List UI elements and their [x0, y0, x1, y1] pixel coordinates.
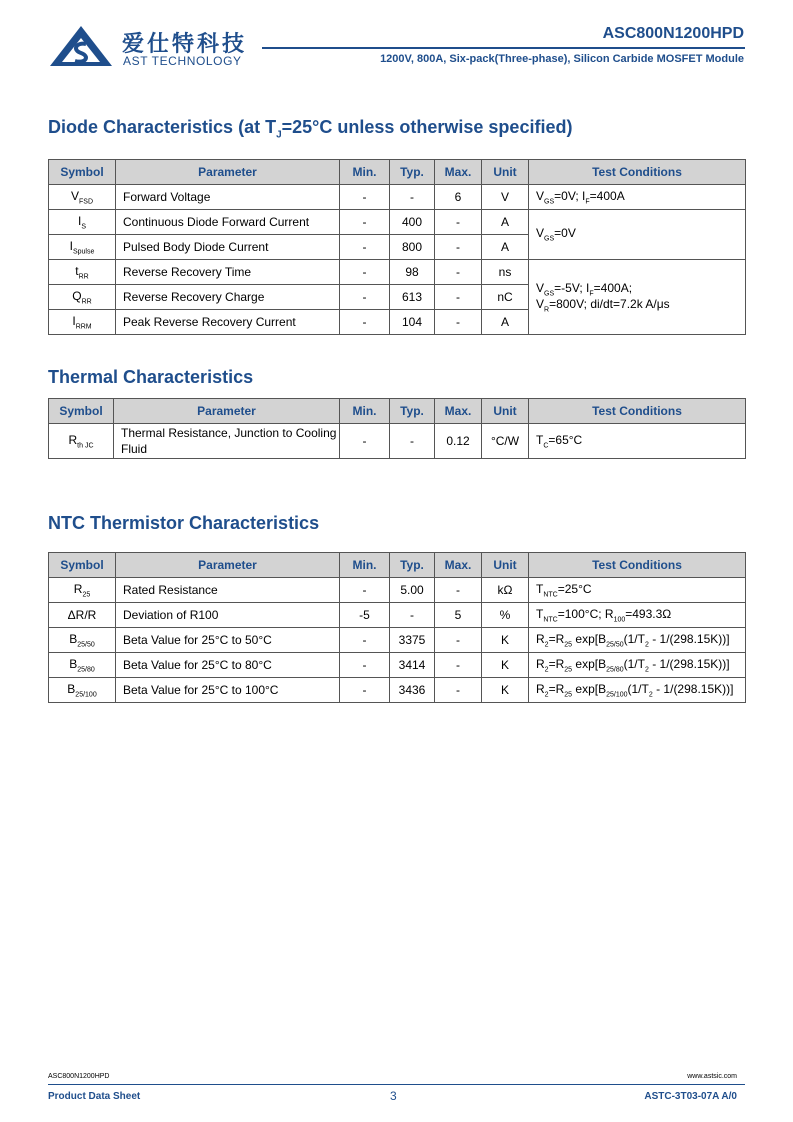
unit-cell: A: [482, 235, 529, 260]
table-row: [49, 628, 746, 653]
typ-cell: -: [390, 603, 435, 628]
parameter-cell: Rated Resistance: [116, 578, 340, 603]
parameter-cell: Continuous Diode Forward Current: [116, 210, 340, 235]
ntc-table: [48, 552, 746, 703]
unit-cell: A: [482, 310, 529, 335]
min-cell: -: [340, 310, 390, 335]
unit-cell: V: [482, 185, 529, 210]
col-max: Max.: [435, 160, 482, 185]
test-condition-cell: $T_{NTC}=100^\circ C$; $R_{100}=493.3\Omega$: [529, 603, 746, 628]
parameter-cell: Deviation of R100: [116, 603, 340, 628]
unit-cell: °C/W: [482, 424, 529, 459]
max-cell: -: [435, 653, 482, 678]
col-max: Max.: [435, 399, 482, 424]
min-cell: -: [340, 578, 390, 603]
min-cell: -: [340, 678, 390, 703]
table-row: [49, 603, 746, 628]
parameter-cell: Beta Value for 25°C to 80°C: [116, 653, 340, 678]
min-cell: -: [340, 653, 390, 678]
symbol-cell: $B_{25/100}$: [49, 678, 116, 703]
col-parameter: Parameter: [114, 399, 340, 424]
max-cell: 6: [435, 185, 482, 210]
test-condition-cell: $R_2=R_{25}$ $\exp[B_{25/100}(1/T_2 - 1/(298.15K))]$: [529, 678, 746, 703]
test-condition-cell: $T_C=65^\circ C$: [529, 424, 746, 459]
col-typ: Typ.: [390, 160, 435, 185]
col-min: Min.: [340, 553, 390, 578]
footer-label: Product Data Sheet: [48, 1091, 141, 1102]
header-divider: [262, 47, 745, 49]
table-header-row: [49, 553, 746, 578]
symbol-cell: $t_{RR}$: [49, 260, 116, 285]
parameter-cell: Thermal Resistance, Junction to Cooling Fluid: [114, 424, 340, 459]
ntc-section-title: NTC Thermistor Characteristics: [48, 513, 320, 533]
diode-table: [48, 159, 746, 335]
col-min: Min.: [340, 160, 390, 185]
typ-cell: 800: [390, 235, 435, 260]
diode-section-title: Diode Characteristics (at $T_J=25^\circ C$ unless otherwise specified): [48, 117, 573, 141]
table-header-row: [49, 160, 746, 185]
min-cell: -: [340, 628, 390, 653]
footer-doc-code: ASTC-3T03-07A A/0: [644, 1091, 737, 1102]
symbol-cell: $B_{25/80}$: [49, 653, 116, 678]
col-typ: Typ.: [390, 553, 435, 578]
max-cell: -: [435, 285, 482, 310]
col-parameter: Parameter: [116, 553, 340, 578]
footer-website: www.astsic.com: [687, 1073, 737, 1080]
footer-divider: [48, 1084, 745, 1085]
min-cell: -: [340, 210, 390, 235]
thermal-table: [48, 398, 746, 459]
test-condition-cell: $R_2=R_{25}$ $\exp[B_{25/50}(1/T_2 - 1/(298.15K))]$: [529, 628, 746, 653]
symbol-cell: $I_{RRM}$: [49, 310, 116, 335]
max-cell: -: [435, 210, 482, 235]
company-name-en: AST TECHNOLOGY: [123, 54, 242, 68]
parameter-cell: Beta Value for 25°C to 50°C: [116, 628, 340, 653]
symbol-cell: ΔR/R: [49, 603, 116, 628]
parameter-cell: Beta Value for 25°C to 100°C: [116, 678, 340, 703]
max-cell: -: [435, 678, 482, 703]
col-test-conditions: Test Conditions: [529, 160, 746, 185]
unit-cell: A: [482, 210, 529, 235]
footer-doc-id: ASC800N1200HPD: [48, 1073, 110, 1080]
symbol-cell: $R_{25}$: [49, 578, 116, 603]
typ-cell: 104: [390, 310, 435, 335]
col-test-conditions: Test Conditions: [529, 553, 746, 578]
col-symbol: Symbol: [49, 160, 116, 185]
unit-cell: K: [482, 678, 529, 703]
parameter-cell: Peak Reverse Recovery Current: [116, 310, 340, 335]
typ-cell: 5.00: [390, 578, 435, 603]
max-cell: 0.12: [435, 424, 482, 459]
min-cell: -: [340, 285, 390, 310]
col-typ: Typ.: [390, 399, 435, 424]
max-cell: -: [435, 628, 482, 653]
col-max: Max.: [435, 553, 482, 578]
col-parameter: Parameter: [116, 160, 340, 185]
min-cell: -: [340, 235, 390, 260]
min-cell: -5: [340, 603, 390, 628]
table-row: [49, 578, 746, 603]
min-cell: -: [340, 185, 390, 210]
typ-cell: -: [390, 424, 435, 459]
parameter-cell: Pulsed Body Diode Current: [116, 235, 340, 260]
unit-cell: kΩ: [482, 578, 529, 603]
page-number: 3: [390, 1089, 397, 1103]
symbol-cell: $Q_{RR}$: [49, 285, 116, 310]
unit-cell: K: [482, 628, 529, 653]
min-cell: -: [340, 424, 390, 459]
min-cell: -: [340, 260, 390, 285]
test-condition-cell: $R_2=R_{25}$ $\exp[B_{25/80}(1/T_2 - 1/(298.15K))]$: [529, 653, 746, 678]
max-cell: -: [435, 578, 482, 603]
table-row: [49, 678, 746, 703]
col-unit: Unit: [482, 399, 529, 424]
table-header-row: [49, 399, 746, 424]
table-row: [49, 210, 746, 235]
col-unit: Unit: [482, 160, 529, 185]
max-cell: -: [435, 260, 482, 285]
company-logo-icon: [48, 24, 114, 68]
test-condition-cell: $V_{GS}=-5V$; $I_F=400A$; $V_R=800V$; di/dt=7.2k A/μs: [529, 260, 746, 335]
symbol-cell: $V_{FSD}$: [49, 185, 116, 210]
part-number: ASC800N1200HPD: [602, 25, 744, 42]
max-cell: -: [435, 235, 482, 260]
parameter-cell: Reverse Recovery Time: [116, 260, 340, 285]
col-symbol: Symbol: [49, 553, 116, 578]
unit-cell: ns: [482, 260, 529, 285]
table-row: [49, 653, 746, 678]
test-condition-cell: $V_{GS}=0V$: [529, 210, 746, 260]
table-row: [49, 185, 746, 210]
col-test-conditions: Test Conditions: [529, 399, 746, 424]
col-symbol: Symbol: [49, 399, 114, 424]
col-unit: Unit: [482, 553, 529, 578]
typ-cell: 3375: [390, 628, 435, 653]
company-name-cn: 爱仕特科技: [122, 32, 248, 57]
thermal-section-title: Thermal Characteristics: [48, 367, 254, 387]
part-description: 1200V, 800A, Six-pack(Three-phase), Silicon Carbide MOSFET Module: [380, 53, 744, 65]
typ-cell: 3414: [390, 653, 435, 678]
col-min: Min.: [340, 399, 390, 424]
table-row: [49, 260, 746, 285]
parameter-cell: Reverse Recovery Charge: [116, 285, 340, 310]
typ-cell: 98: [390, 260, 435, 285]
unit-cell: %: [482, 603, 529, 628]
typ-cell: 613: [390, 285, 435, 310]
symbol-cell: $I_S$: [49, 210, 116, 235]
typ-cell: -: [390, 185, 435, 210]
parameter-cell: Forward Voltage: [116, 185, 340, 210]
test-condition-cell: $V_{GS}=0V$; $I_F=400A$: [529, 185, 746, 210]
symbol-cell: $B_{25/50}$: [49, 628, 116, 653]
unit-cell: nC: [482, 285, 529, 310]
max-cell: 5: [435, 603, 482, 628]
typ-cell: 3436: [390, 678, 435, 703]
table-row: [49, 424, 746, 459]
typ-cell: 400: [390, 210, 435, 235]
symbol-cell: $I_{Spulse}$: [49, 235, 116, 260]
unit-cell: K: [482, 653, 529, 678]
symbol-cell: $R_{th JC}$: [49, 424, 114, 459]
test-condition-cell: $T_{NTC}=25^\circ C$: [529, 578, 746, 603]
max-cell: -: [435, 310, 482, 335]
